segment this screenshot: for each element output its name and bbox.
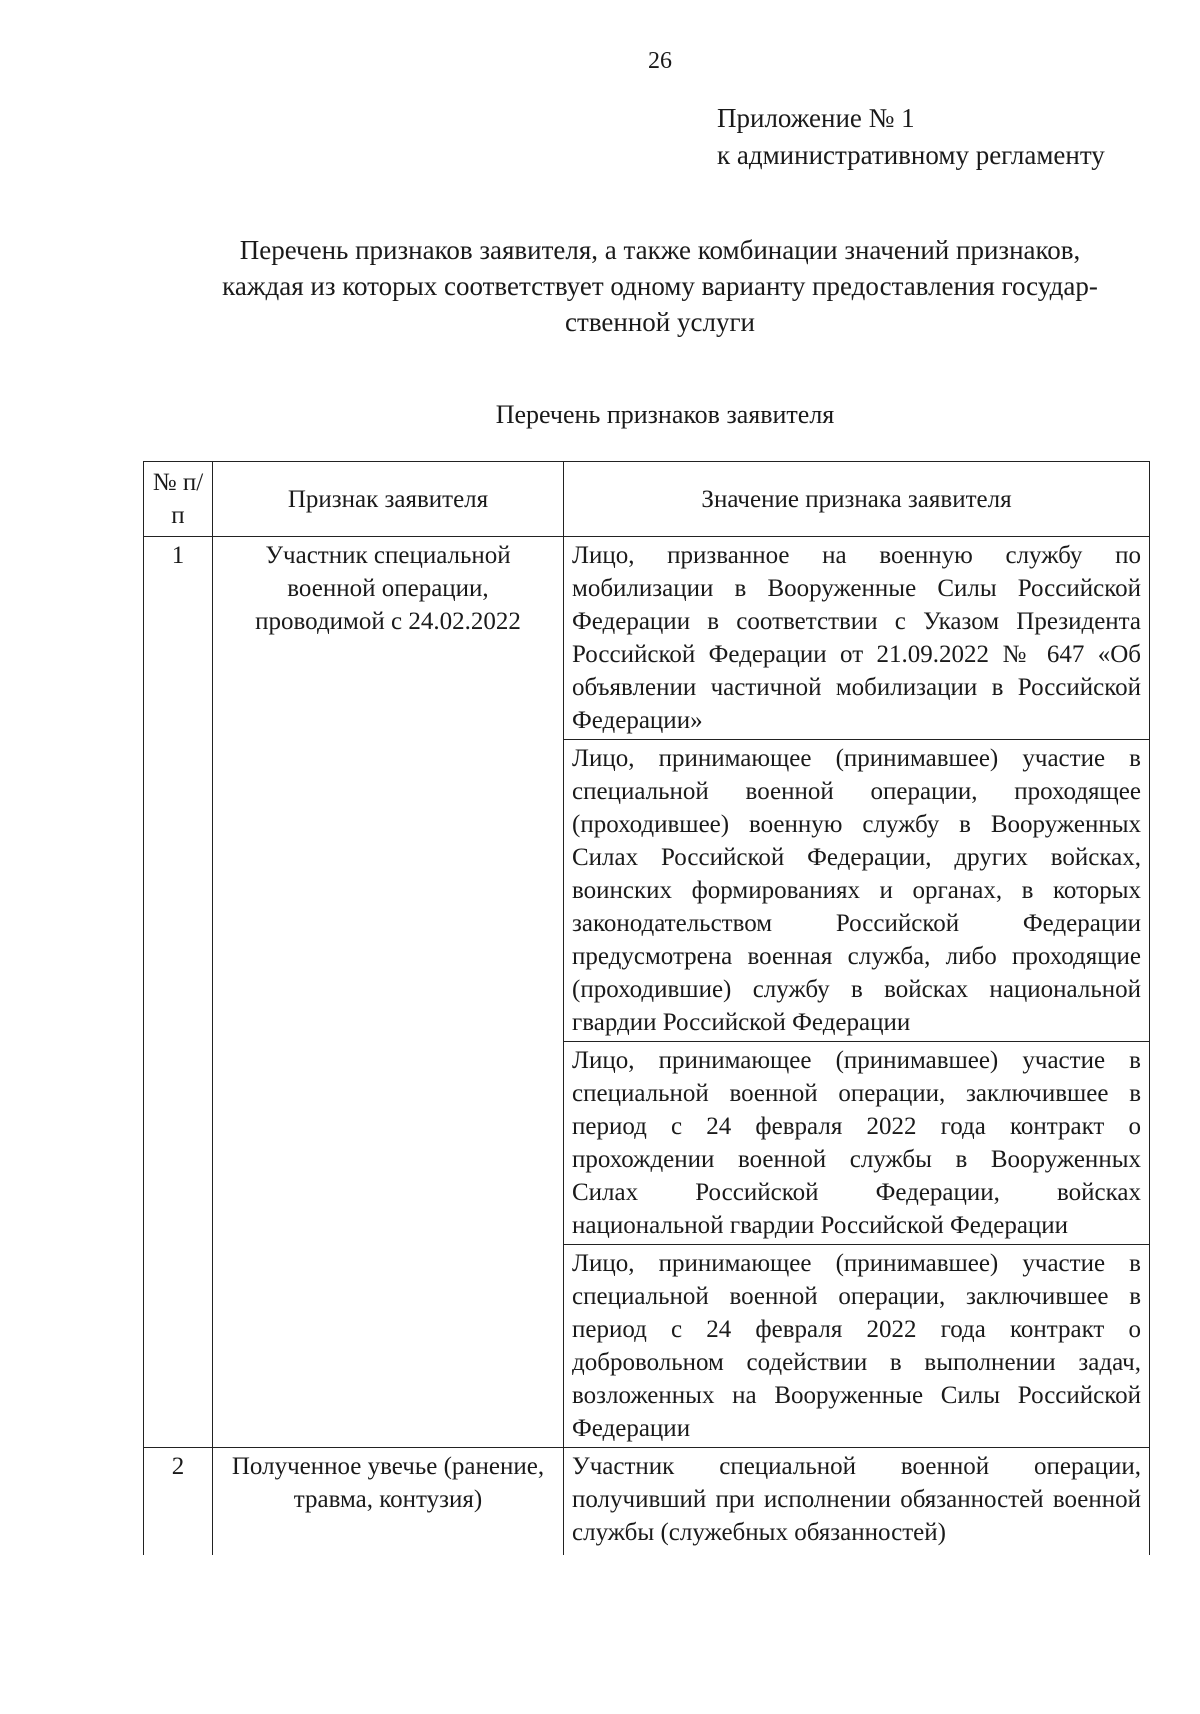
row-number: 1 <box>144 537 213 1448</box>
row-value: Лицо, принимающее (принимавшее) участие в специальной военной операции, заключившее в период с 24 февраля 2022 года контракт о прохождении военной службы в Вооруженных Силах Российской Федерации, войсках национальной гвардии Российской Федерации <box>564 1042 1150 1245</box>
row-value: Лицо, принимающее (принимавшее) участие в специальной военной операции, проходящее (проходившее) военную службу в Вооруженных Силах Российской Федерации, других войсках, воинских формированиях и органах, в которых законодательством Российской Федерации предусмотрена военная служба, либо проходящие (проходившие) службу в войсках национальной гвардии Российской Федерации <box>564 740 1150 1042</box>
row-value: Лицо, призванное на военную службу по мобилизации в Вооруженные Силы Российской Федерации в соответствии с Указом Президента Российской Федерации от 21.09.2022 № 647 «Об объявлении частичной мобилизации в Российской Федерации» <box>564 537 1150 740</box>
row-value: Участник специальной военной операции, получивший при исполнении обязанностей военной службы (служебных обязанностей) <box>564 1448 1150 1556</box>
document-title <box>180 232 1140 340</box>
header-attribute: Признак заявителя <box>213 462 564 537</box>
table-row <box>144 1448 1150 1556</box>
criteria-table <box>143 461 1150 1555</box>
table-row <box>144 537 1150 740</box>
row-attribute: Участник специальной военной операции, проводимой с 24.02.2022 <box>213 537 564 1448</box>
document-title-line: каждая из которых соответствует одному варианту предоставления государ- <box>222 271 1098 301</box>
appendix-reference: к административному регламенту <box>717 140 1105 170</box>
header-value: Значение признака заявителя <box>564 462 1150 537</box>
section-title: Перечень признаков заявителя <box>495 400 835 429</box>
document-title-line: ственной услуги <box>565 307 755 337</box>
document-title-line: Перечень признаков заявителя, а также комбинации значений признаков, <box>239 235 1081 265</box>
row-attribute: Полученное увечье (ранение, травма, контузия) <box>213 1448 564 1556</box>
page-number: 26 <box>648 48 672 74</box>
appendix-header <box>717 100 1105 174</box>
header-number: № п/п <box>144 462 213 537</box>
row-value: Лицо, принимающее (принимавшее) участие в специальной военной операции, заключившее в период с 24 февраля 2022 года контракт о добровольном содействии в выполнении задач, возложенных на Вооруженные Силы Российской Федерации <box>564 1245 1150 1448</box>
table-header-row <box>144 462 1150 537</box>
appendix-number: Приложение № 1 <box>717 103 915 133</box>
row-number: 2 <box>144 1448 213 1556</box>
